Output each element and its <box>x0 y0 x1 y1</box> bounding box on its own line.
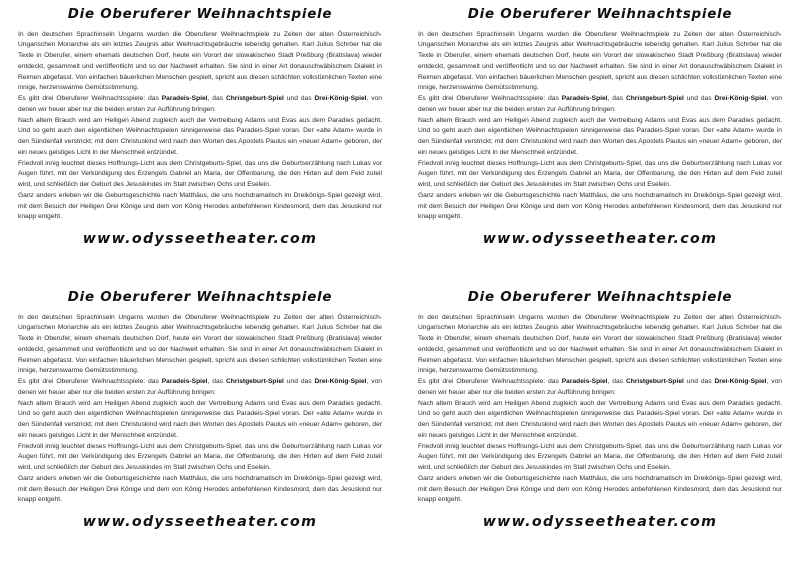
body-text-run: Es gibt drei Oberuferer Weihnachtsspiele: das <box>418 378 562 386</box>
paragraph-christgeburt <box>18 159 382 191</box>
body-text-run: Nach altem Brauch wird am Heiligen Abend zugleich auch der Vertreibung Adams und Evas aus dem Paradies gedacht. Und so geht auch den eigentlichen Weihnachtspielen sinnigerweise das Paradeis-Spiel voran. Der «alte Adam» wurde in den Sündenfall verstrickt; mit dem Christuskind wird nach den Worten des Apostels Paulus ein «neuer Adam» geboren, der ein neues geistiges Licht in der Menschheit entzündet. <box>418 399 782 439</box>
flyer-body <box>18 30 382 224</box>
play-name-emphasis: Drei-König-Spiel <box>314 95 367 103</box>
flyer-panel <box>0 283 400 566</box>
paragraph-dreikoenig <box>18 191 382 223</box>
body-text-run: In den deutschen Sprachinseln Ungarns wurden die Oberuferer Weihnachtspiele zu Zeiten der alten Österreichisch-Ungarischen Monarchie als ein letztes Zeugnis alter Weihnachtsgebräuche lebendig gehalten. Karl Julius Schröer hat die Texte in Oberufer, einem ehemals deutschen Dorf, heute ein Vorort der slowakischen Stadt Preßburg (Bratislava) wieder entdeckt, gesammelt und veröffentlicht und so der Nachwelt erhalten. Sie sind in einer Art donauschwäbischem Dialekt in Reimen abgefasst. Von einfachen bäuerlichen Menschen gespielt, spricht aus diesen schlichten volkstümlichen Texten eine innige, herzenswarme Gemütsstimmung. <box>18 313 382 375</box>
body-text-run: Ganz anders erleben wir die Geburtsgeschichte nach Matthäus, die uns hochdramatisch im Dreikönigs-Spiel gezeigt wird, mit dem Besuch der Heiligen Drei Könige und dem von König Herodes anbefohlenen Kindesmord, dem das Jesuskind nur knapp entgeht. <box>418 474 782 504</box>
play-name-emphasis: Christgeburt-Spiel <box>625 378 684 386</box>
body-text-run: , das <box>207 378 226 386</box>
body-text-run: und das <box>283 95 315 103</box>
flyer-title: Die Oberuferer Weihnachtspiele <box>467 290 733 305</box>
paragraph-three-plays <box>418 94 782 116</box>
paragraph-intro <box>18 30 382 95</box>
flyer-title: Die Oberuferer Weihnachtspiele <box>467 7 733 22</box>
body-text-run: Nach altem Brauch wird am Heiligen Abend zugleich auch der Vertreibung Adams und Evas aus dem Paradies gedacht. Und so geht auch den eigentlichen Weihnachtspielen sinnigerweise das Paradeis-Spiel voran. Der «alte Adam» wurde in den Sündenfall verstrickt; mit dem Christuskind wird nach den Worten des Apostels Paulus ein «neuer Adam» geboren, der ein neues geistiges Licht in der Menschheit entzündet. <box>18 116 382 156</box>
paragraph-paradeis <box>418 399 782 442</box>
website-url[interactable]: www.odysseetheater.com <box>482 514 718 531</box>
play-name-emphasis: Paradeis-Spiel <box>161 95 208 103</box>
play-name-emphasis: Drei-König-Spiel <box>714 95 767 103</box>
paragraph-paradeis <box>18 116 382 159</box>
paragraph-christgeburt <box>18 442 382 474</box>
paragraph-three-plays <box>18 377 382 399</box>
body-text-run: Friedvoll innig leuchtet dieses Hoffnungs-Licht aus dem Christgeburts-Spiel, das uns die Geburtserzählung nach Lukas vor Augen führt, mit der Verkündigung des Erzengels Gabriel an Maria, der Offenbarung, die den Hirten auf dem Feld zuteil wird, und schließlich der Geburt des Jesuskindes im Stall zwischen Ochs und Eselein. <box>18 159 382 189</box>
paragraph-paradeis <box>418 116 782 159</box>
paragraph-intro <box>18 313 382 378</box>
paragraph-three-plays <box>418 377 782 399</box>
website-url[interactable]: www.odysseetheater.com <box>82 514 318 531</box>
play-name-emphasis: Paradeis-Spiel <box>561 95 608 103</box>
website-url[interactable]: www.odysseetheater.com <box>82 231 318 248</box>
body-text-run: In den deutschen Sprachinseln Ungarns wurden die Oberuferer Weihnachtspiele zu Zeiten der alten Österreichisch-Ungarischen Monarchie als ein letztes Zeugnis alter Weihnachtsgebräuche lebendig gehalten. Karl Julius Schröer hat die Texte in Oberufer, einem ehemals deutschen Dorf, heute ein Vorort der slowakischen Stadt Preßburg (Bratislava) wieder entdeckt, gesammelt und veröffentlicht und so der Nachwelt erhalten. Sie sind in einer Art donauschwäbischem Dialekt in Reimen abgefasst. Von einfachen bäuerlichen Menschen gespielt, spricht aus diesen schlichten volkstümlichen Texten eine innige, herzenswarme Gemütsstimmung. <box>18 30 382 92</box>
play-name-emphasis: Christgeburt-Spiel <box>225 95 284 103</box>
body-text-run: und das <box>683 95 715 103</box>
body-text-run: , von denen wir heuer aber nur die beiden ersten zur Aufführung bringen: <box>18 95 382 113</box>
play-name-emphasis: Paradeis-Spiel <box>561 378 608 386</box>
body-text-run: Friedvoll innig leuchtet dieses Hoffnungs-Licht aus dem Christgeburts-Spiel, das uns die Geburtserzählung nach Lukas vor Augen führt, mit der Verkündigung des Erzengels Gabriel an Maria, der Offenbarung, die den Hirten auf dem Feld zuteil wird, und schließlich der Geburt des Jesuskindes im Stall zwischen Ochs und Eselein. <box>418 442 782 472</box>
play-name-emphasis: Christgeburt-Spiel <box>225 378 284 386</box>
body-text-run: In den deutschen Sprachinseln Ungarns wurden die Oberuferer Weihnachtspiele zu Zeiten der alten Österreichisch-Ungarischen Monarchie als ein letztes Zeugnis alter Weihnachtsgebräuche lebendig gehalten. Karl Julius Schröer hat die Texte in Oberufer, einem ehemals deutschen Dorf, heute ein Vorort der slowakischen Stadt Preßburg (Bratislava) wieder entdeckt, gesammelt und veröffentlicht und so der Nachwelt erhalten. Sie sind in einer Art donauschwäbischem Dialekt in Reimen abgefasst. Von einfachen bäuerlichen Menschen gespielt, spricht aus diesen schlichten volkstümlichen Texten eine innige, herzenswarme Gemütsstimmung. <box>418 30 782 92</box>
flyer-title: Die Oberuferer Weihnachtspiele <box>67 7 333 22</box>
flyer-panel <box>400 283 800 566</box>
website-url[interactable]: www.odysseetheater.com <box>482 231 718 248</box>
body-text-run: , das <box>607 378 626 386</box>
body-text-run: , das <box>607 95 626 103</box>
play-name-emphasis: Drei-König-Spiel <box>714 378 767 386</box>
paragraph-dreikoenig <box>18 474 382 506</box>
play-name-emphasis: Paradeis-Spiel <box>161 378 208 386</box>
body-text-run: Ganz anders erleben wir die Geburtsgeschichte nach Matthäus, die uns hochdramatisch im Dreikönigs-Spiel gezeigt wird, mit dem Besuch der Heiligen Drei Könige und dem von König Herodes anbefohlenen Kindesmord, dem das Jesuskind nur knapp entgeht. <box>18 474 382 504</box>
paragraph-intro <box>418 313 782 378</box>
body-text-run: Es gibt drei Oberuferer Weihnachtsspiele: das <box>18 95 162 103</box>
body-text-run: Es gibt drei Oberuferer Weihnachtsspiele: das <box>418 95 562 103</box>
body-text-run: , von denen wir heuer aber nur die beiden ersten zur Aufführung bringen: <box>418 95 782 113</box>
flyer-body <box>18 313 382 507</box>
paragraph-christgeburt <box>418 159 782 191</box>
paragraph-intro <box>418 30 782 95</box>
paragraph-three-plays <box>18 94 382 116</box>
body-text-run: Ganz anders erleben wir die Geburtsgeschichte nach Matthäus, die uns hochdramatisch im Dreikönigs-Spiel gezeigt wird, mit dem Besuch der Heiligen Drei Könige und dem von König Herodes anbefohlenen Kindesmord, dem das Jesuskind nur knapp entgeht. <box>18 191 382 221</box>
flyer-body <box>418 30 782 224</box>
body-text-run: Ganz anders erleben wir die Geburtsgeschichte nach Matthäus, die uns hochdramatisch im Dreikönigs-Spiel gezeigt wird, mit dem Besuch der Heiligen Drei Könige und dem von König Herodes anbefohlenen Kindesmord, dem das Jesuskind nur knapp entgeht. <box>418 191 782 221</box>
paragraph-dreikoenig <box>418 474 782 506</box>
body-text-run: Friedvoll innig leuchtet dieses Hoffnungs-Licht aus dem Christgeburts-Spiel, das uns die Geburtserzählung nach Lukas vor Augen führt, mit der Verkündigung des Erzengels Gabriel an Maria, der Offenbarung, die den Hirten auf dem Feld zuteil wird, und schließlich der Geburt des Jesuskindes im Stall zwischen Ochs und Eselein. <box>18 442 382 472</box>
body-text-run: Friedvoll innig leuchtet dieses Hoffnungs-Licht aus dem Christgeburts-Spiel, das uns die Geburtserzählung nach Lukas vor Augen führt, mit der Verkündigung des Erzengels Gabriel an Maria, der Offenbarung, die den Hirten auf dem Feld zuteil wird, und schließlich der Geburt des Jesuskindes im Stall zwischen Ochs und Eselein. <box>418 159 782 189</box>
body-text-run: , von denen wir heuer aber nur die beiden ersten zur Aufführung bringen: <box>418 378 782 396</box>
play-name-emphasis: Christgeburt-Spiel <box>625 95 684 103</box>
body-text-run: , das <box>207 95 226 103</box>
play-name-emphasis: Drei-König-Spiel <box>314 378 367 386</box>
body-text-run: , von denen wir heuer aber nur die beiden ersten zur Aufführung bringen: <box>18 378 382 396</box>
paragraph-dreikoenig <box>418 191 782 223</box>
body-text-run: und das <box>283 378 315 386</box>
body-text-run: Es gibt drei Oberuferer Weihnachtsspiele: das <box>18 378 162 386</box>
body-text-run: Nach altem Brauch wird am Heiligen Abend zugleich auch der Vertreibung Adams und Evas aus dem Paradies gedacht. Und so geht auch den eigentlichen Weihnachtspielen sinnigerweise das Paradeis-Spiel voran. Der «alte Adam» wurde in den Sündenfall verstrickt; mit dem Christuskind wird nach den Worten des Apostels Paulus ein «neuer Adam» geboren, der ein neues geistiges Licht in der Menschheit entzündet. <box>18 399 382 439</box>
body-text-run: Nach altem Brauch wird am Heiligen Abend zugleich auch der Vertreibung Adams und Evas aus dem Paradies gedacht. Und so geht auch den eigentlichen Weihnachtspielen sinnigerweise das Paradeis-Spiel voran. Der «alte Adam» wurde in den Sündenfall verstrickt; mit dem Christuskind wird nach den Worten des Apostels Paulus ein «neuer Adam» geboren, der ein neues geistiges Licht in der Menschheit entzündet. <box>418 116 782 156</box>
flyer-body <box>418 313 782 507</box>
flyer-title: Die Oberuferer Weihnachtspiele <box>67 290 333 305</box>
paragraph-paradeis <box>18 399 382 442</box>
flyer-panel <box>400 0 800 283</box>
body-text-run: In den deutschen Sprachinseln Ungarns wurden die Oberuferer Weihnachtspiele zu Zeiten der alten Österreichisch-Ungarischen Monarchie als ein letztes Zeugnis alter Weihnachtsgebräuche lebendig gehalten. Karl Julius Schröer hat die Texte in Oberufer, einem ehemals deutschen Dorf, heute ein Vorort der slowakischen Stadt Preßburg (Bratislava) wieder entdeckt, gesammelt und veröffentlicht und so der Nachwelt erhalten. Sie sind in einer Art donauschwäbischem Dialekt in Reimen abgefasst. Von einfachen bäuerlichen Menschen gespielt, spricht aus diesen schlichten volkstümlichen Texten eine innige, herzenswarme Gemütsstimmung. <box>418 313 782 375</box>
body-text-run: und das <box>683 378 715 386</box>
paragraph-christgeburt <box>418 442 782 474</box>
flyer-panel <box>0 0 400 283</box>
